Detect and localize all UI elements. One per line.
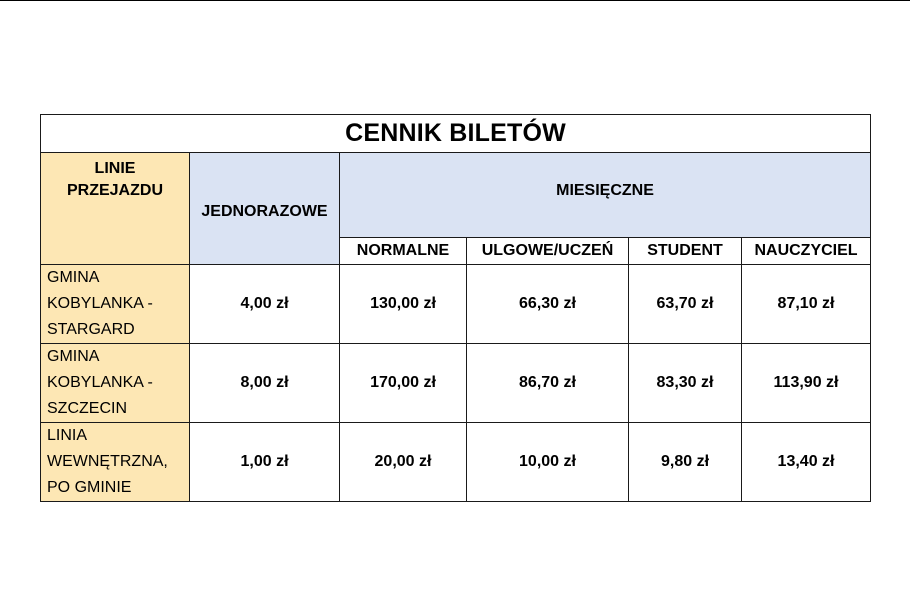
price-cell-single: 8,00 zł: [190, 344, 340, 423]
row-label-line: GMINA: [47, 348, 100, 365]
price-cell-nauczyciel: 113,90 zł: [742, 344, 871, 423]
top-border-line: [0, 0, 910, 1]
column-header-normalne: NORMALNE: [340, 238, 467, 265]
table-row: [41, 265, 871, 344]
row-label-line: KOBYLANKA -: [47, 295, 153, 312]
lines-header-line-1: LINIE: [94, 160, 136, 177]
column-header-student: STUDENT: [629, 238, 742, 265]
title-row: [41, 115, 871, 153]
price-cell-normalne: 20,00 zł: [340, 423, 467, 502]
price-cell-ulgowe: 86,70 zł: [467, 344, 629, 423]
price-cell-single: 1,00 zł: [190, 423, 340, 502]
table-row: [41, 344, 871, 423]
column-header-ulgowe: ULGOWE/UCZEŃ: [467, 238, 629, 265]
price-cell-single: 4,00 zł: [190, 265, 340, 344]
row-label: [41, 265, 190, 344]
row-label-line: WEWNĘTRZNA,: [47, 453, 168, 470]
single-ticket-header: JEDNORAZOWE: [190, 153, 340, 265]
table-row: [41, 423, 871, 502]
price-cell-nauczyciel: 87,10 zł: [742, 265, 871, 344]
price-cell-ulgowe: 66,30 zł: [467, 265, 629, 344]
row-label-line: KOBYLANKA -: [47, 374, 153, 391]
header-row: [41, 153, 871, 238]
price-cell-ulgowe: 10,00 zł: [467, 423, 629, 502]
row-label-line: PO GMINIE: [47, 479, 132, 496]
price-list-table: [40, 114, 871, 502]
price-cell-nauczyciel: 13,40 zł: [742, 423, 871, 502]
price-cell-normalne: 170,00 zł: [340, 344, 467, 423]
column-header-nauczyciel: NAUCZYCIEL: [742, 238, 871, 265]
row-label-line: GMINA: [47, 269, 100, 286]
row-label: [41, 344, 190, 423]
price-cell-student: 9,80 zł: [629, 423, 742, 502]
monthly-ticket-header: MIESIĘCZNE: [340, 153, 871, 238]
row-label-line: LINIA: [47, 427, 88, 444]
row-label-line: SZCZECIN: [47, 400, 127, 417]
price-cell-normalne: 130,00 zł: [340, 265, 467, 344]
price-cell-student: 63,70 zł: [629, 265, 742, 344]
lines-header-line-2: PRZEJAZDU: [66, 182, 163, 199]
price-cell-student: 83,30 zł: [629, 344, 742, 423]
lines-header: [41, 153, 190, 265]
row-label: [41, 423, 190, 502]
table-title: CENNIK BILETÓW: [41, 115, 871, 153]
row-label-line: STARGARD: [47, 321, 135, 338]
